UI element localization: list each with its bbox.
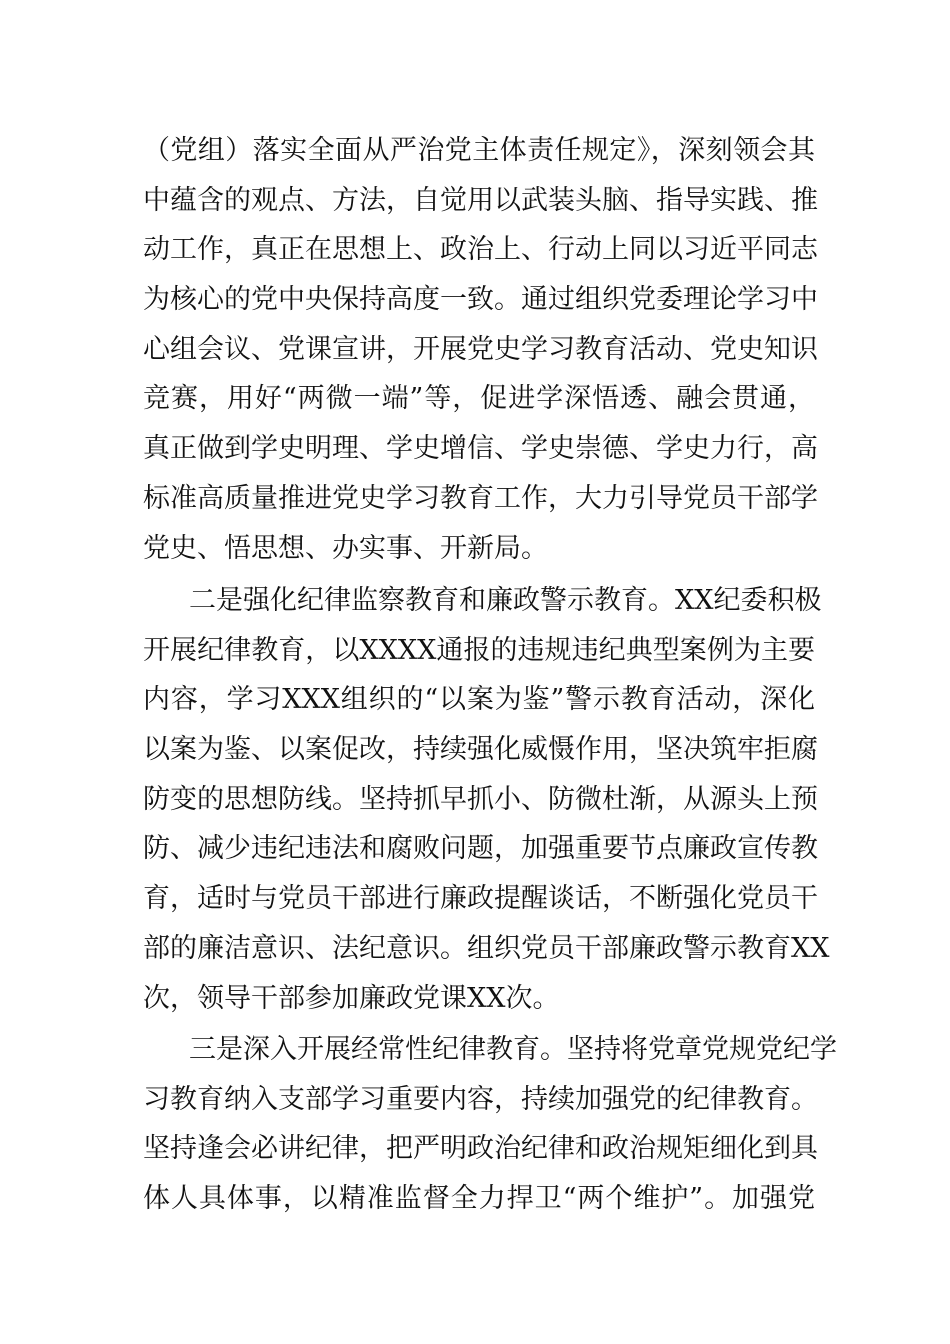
paragraph-2-line: 以案为鉴、以案促改，持续强化威慑作用，坚决筑牢拒腐	[143, 734, 818, 766]
paragraph-2-line: 防、减少违纪违法和腐败问题，加强重要节点廉政宣传教	[143, 833, 818, 865]
paragraph-1	[143, 126, 818, 573]
paragraph-2-line: 开展纪律教育，以XXXX通报的违规违纪典型案例为主要	[143, 634, 815, 666]
paragraph-3-line: 习教育纳入支部学习重要内容，持续加强党的纪律教育。	[143, 1083, 818, 1115]
paragraph-2-line: 内容，学习XXX组织的“以案为鉴”警示教育活动，深化	[143, 684, 815, 716]
paragraph-1-line: 动工作，真正在思想上、政治上、行动上同以习近平同志	[143, 234, 818, 266]
paragraph-1-line: 竞赛，用好“两微一端”等，促进学深悟透、融会贯通，	[143, 383, 815, 415]
paragraph-3-line: 坚持逢会必讲纪律，把严明政治纪律和政治规矩细化到具	[143, 1133, 818, 1165]
paragraph-2	[143, 576, 830, 1023]
paragraph-1-line: 党史、悟思想、办实事、开新局。	[143, 532, 548, 564]
paragraph-3-line: 三是深入开展经常性纪律教育。坚持将党章党规党纪学	[189, 1034, 837, 1065]
paragraph-2-line: 二是强化纪律监察教育和廉政警示教育。XX纪委积极	[189, 585, 822, 616]
paragraph-1-line: 标准高质量推进党史学习教育工作，大力引导党员干部学	[143, 482, 818, 514]
paragraph-3-line: 体人具体事，以精准监督全力捍卫“两个维护”。加强党	[143, 1183, 815, 1215]
paragraph-2-line: 部的廉洁意识、法纪意识。组织党员干部廉政警示教育XX	[143, 932, 830, 964]
paragraph-2-line: 育，适时与党员干部进行廉政提醒谈话，不断强化党员干	[143, 883, 818, 915]
paragraph-1-line: （党组）落实全面从严治党主体责任规定》，深刻领会其	[143, 135, 815, 166]
paragraph-1-line: 为核心的党中央保持高度一致。通过组织党委理论学习中	[143, 284, 818, 316]
paragraph-2-line: 防变的思想防线。坚持抓早抓小、防微杜渐，从源头上预	[143, 783, 818, 815]
paragraph-1-line: 中蕴含的观点、方法，自觉用以武装头脑、指导实践、推	[143, 184, 818, 216]
paragraph-2-line: 次，领导干部参加廉政党课XX次。	[143, 982, 560, 1014]
paragraph-3	[143, 1025, 837, 1224]
paragraph-1-line: 心组会议、党课宣讲，开展党史学习教育活动、党史知识	[143, 333, 818, 365]
paragraph-1-line: 真正做到学史明理、学史增信、学史崇德、学史力行，高	[143, 433, 818, 465]
